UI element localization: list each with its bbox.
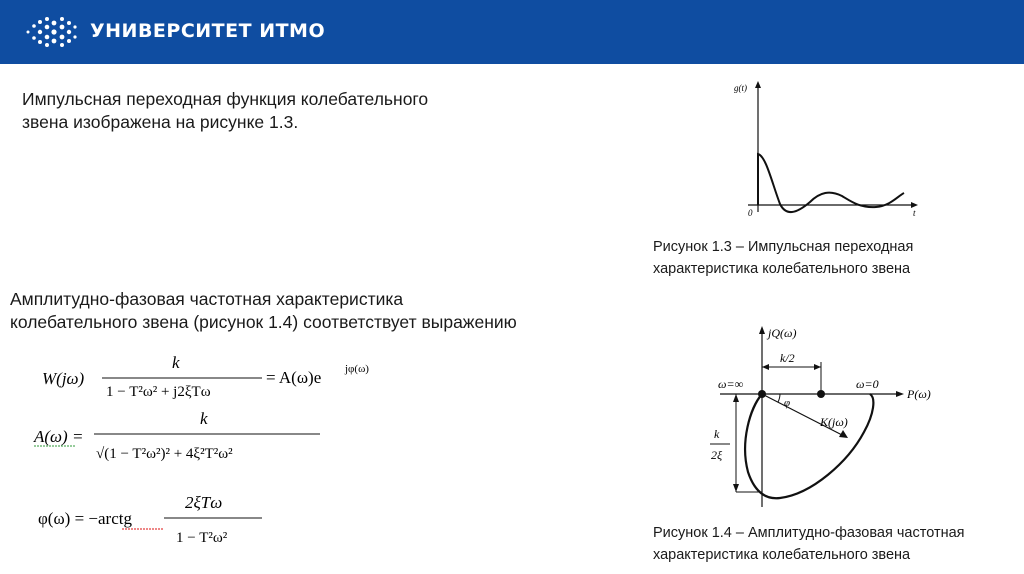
formula-w-num: k (172, 353, 180, 372)
formula-phi-num: 2ξTω (185, 493, 223, 512)
formula-a (33, 409, 320, 462)
fig14-x-axis-label: P(ω) (907, 387, 931, 401)
fig14-k-half: k/2 (780, 351, 795, 365)
formula-w-exp: jφ(ω) (345, 363, 369, 375)
figure-1-4-caption (653, 522, 965, 566)
figure-1-3-caption (653, 236, 913, 280)
fig14-two-xi: 2ξ (711, 448, 723, 462)
figure-1-4-plot (700, 322, 950, 512)
fig14-caption-line-2: характеристика колебательного звена (653, 547, 911, 563)
fig13-caption-line-1: Рисунок 1.3 – Импульсная переходная (653, 239, 914, 255)
impulse-paragraph (22, 88, 428, 134)
formula-a-num: k (200, 409, 208, 428)
impulse-line-2: звена изображена на рисунке 1.3. (22, 112, 299, 132)
brand-title: УНИВЕРСИТЕТ ИТМО (90, 20, 326, 42)
fig14-omega-inf: ω=∞ (718, 377, 744, 391)
formula-phi-den: 1 − T²ω² (176, 530, 228, 546)
header-bar (0, 0, 1024, 64)
afch-line-2: колебательного звена (рисунок 1.4) соответствует выражению (10, 312, 517, 332)
impulse-line-1: Импульсная переходная функция колебательного (22, 89, 429, 109)
afch-curve (745, 394, 873, 498)
fig13-caption-line-2: характеристика колебательного звена (653, 261, 911, 277)
formula-a-lhs: A(ω) = (34, 427, 84, 446)
formula-w (42, 353, 369, 400)
impulse-response-curve (758, 154, 904, 212)
formula-w-rhs: = A(ω)e (266, 368, 322, 387)
formula-a-den: √(1 − T²ω²)² + 4ξ²T²ω² (96, 446, 233, 462)
formula-phi (38, 493, 262, 546)
figure-1-3-plot (726, 78, 926, 224)
fig14-caption-line-1: Рисунок 1.4 – Амплитудно-фазовая частотная (653, 525, 965, 541)
fig13-origin-label: 0 (748, 208, 753, 218)
afch-paragraph (10, 288, 517, 334)
formula-w-den: 1 − T²ω² + j2ξTω (106, 384, 211, 400)
fig14-phi: φ (784, 397, 791, 409)
fig13-x-label: t (913, 208, 916, 218)
formula-phi-lhs: φ(ω) = −arctg (38, 509, 132, 528)
fig14-k-num: k (714, 427, 720, 441)
formula-w-lhs: W(jω) (42, 369, 85, 388)
fig14-omega-zero: ω=0 (856, 377, 879, 391)
fig14-vector-label: K(jω) (820, 415, 848, 429)
formula-block (30, 348, 370, 560)
fig13-y-label: g(t) (734, 83, 747, 93)
afch-line-1: Амплитудно-фазовая частотная характеристика (10, 289, 404, 309)
fig14-y-axis-label: jQ(ω) (768, 326, 797, 340)
itmo-logo-icon (22, 14, 82, 50)
